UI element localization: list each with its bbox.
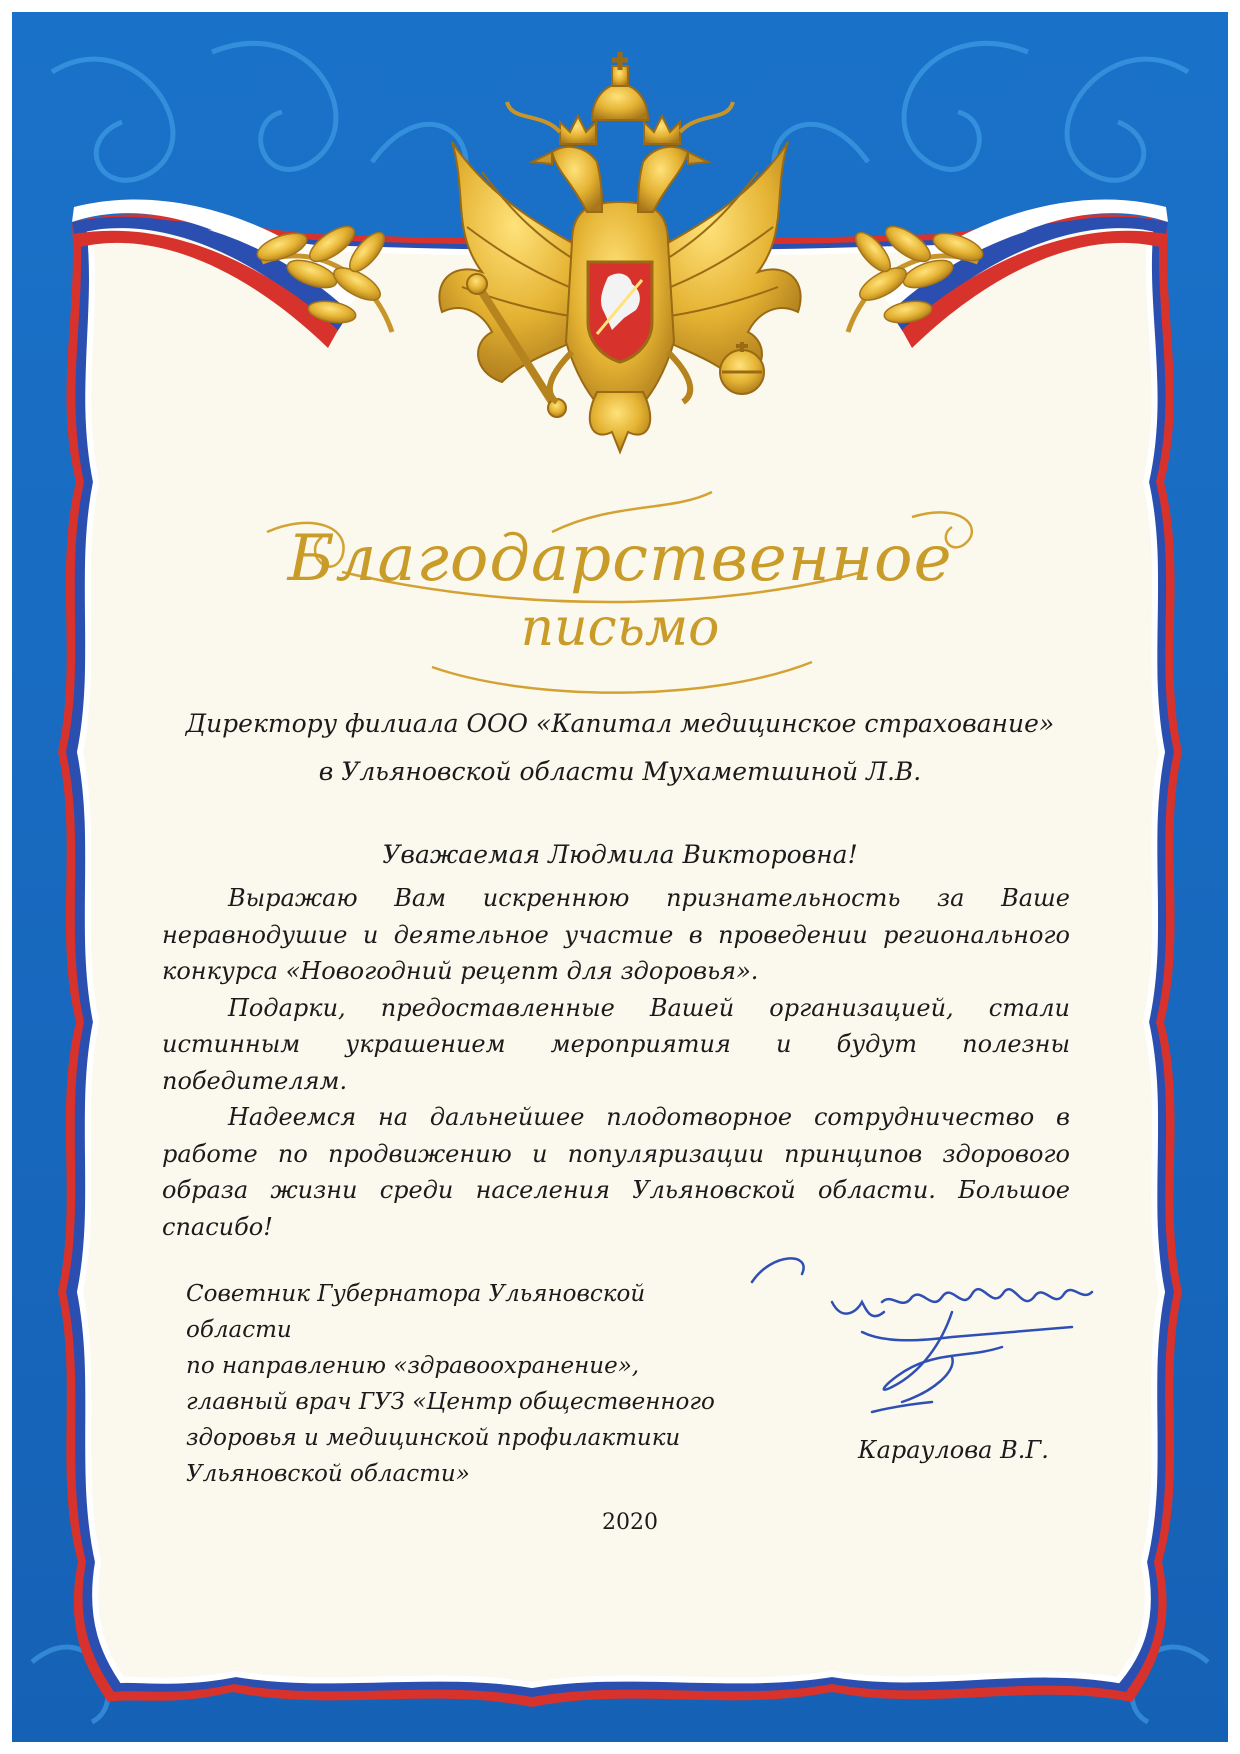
signer-name: Караулова В.Г. (858, 1436, 1049, 1464)
body-paragraph-3: Надеемся на дальнейшее плодотворное сотрудничество в работе по продвижению и популяризации принципов здорового образа жизни среди населения Ульяновской области. Большое спасибо! (162, 1103, 1070, 1241)
letter-title (240, 470, 1000, 690)
signatory-position (186, 1276, 746, 1492)
st-george-shield-icon (588, 262, 652, 362)
title-line-2: письмо (520, 598, 720, 658)
position-line-3: главный врач ГУЗ «Центр общественного (186, 1389, 715, 1415)
position-line-5: Ульяновской области» (186, 1461, 470, 1487)
recipient-line-2: в Ульяновской области Мухаметшиной Л.В. (318, 757, 922, 786)
body-paragraph-1: Выражаю Вам искреннюю признательность за Ваше неравнодушие и деятельное участие в проведении регионального конкурса «Новогодний рецепт для здоровья». (162, 884, 1070, 985)
title-line-1: Благодарственное (287, 522, 953, 596)
position-line-4: здоровья и медицинской профилактики (186, 1425, 681, 1451)
recipient-line-1: Директору филиала ООО «Капитал медицинское страхование» (185, 709, 1055, 738)
recipient-block (170, 700, 1070, 796)
letter-body (162, 880, 1070, 1245)
letter-year: 2020 (602, 1510, 658, 1535)
position-line-1: Советник Губернатора Ульяновской области (186, 1281, 646, 1343)
salutation: Уважаемая Людмила Викторовна! (382, 840, 858, 869)
body-paragraph-2: Подарки, предоставленные Вашей организацией, стали истинным украшением мероприятия и будут полезны победителям. (162, 993, 1070, 1095)
position-line-2: по направлению «здравоохранение», (186, 1353, 640, 1379)
